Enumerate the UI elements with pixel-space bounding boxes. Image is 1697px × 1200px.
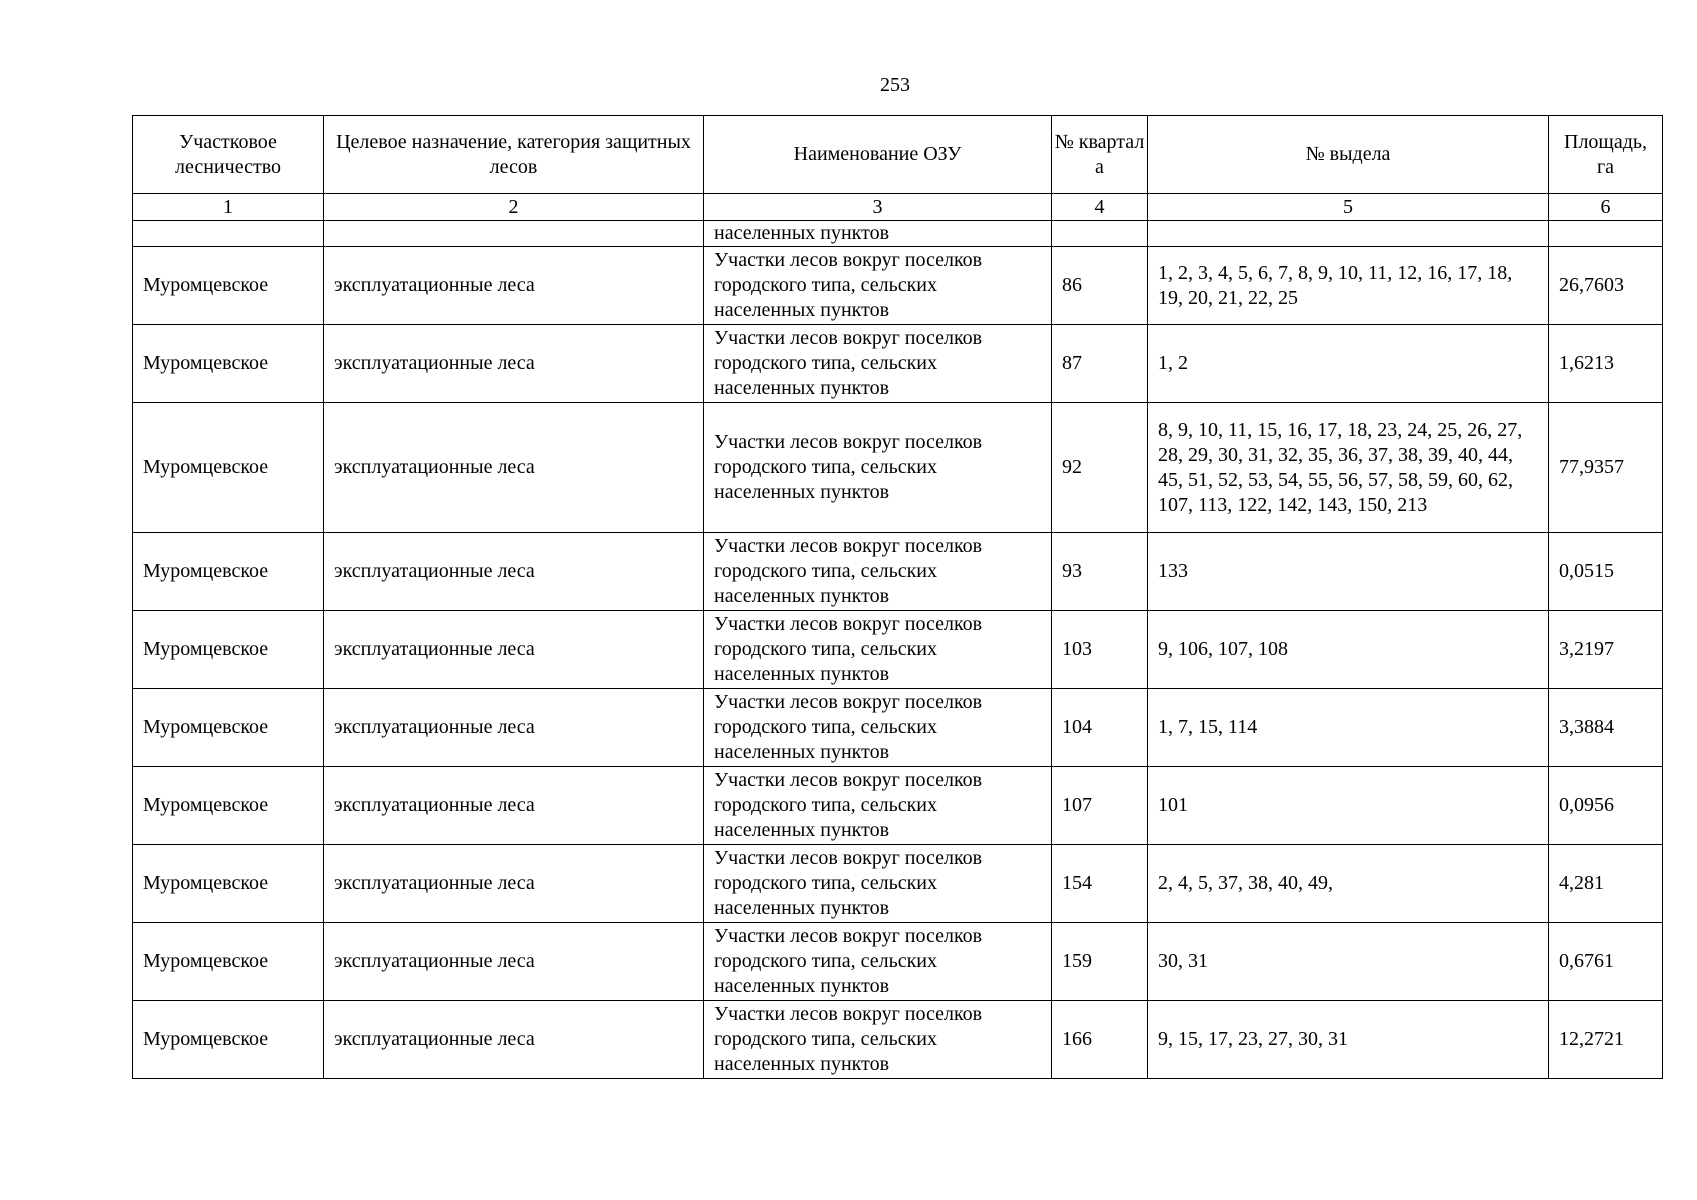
column-number: 6 [1549, 194, 1663, 221]
cell-plots: 1, 2 [1148, 325, 1549, 403]
cell-ozu-name: Участки лесов вокруг поселков городского типа, сельских населенных пунктов [704, 247, 1052, 325]
cell-ozu-name: Участки лесов вокруг поселков городского типа, сельских населенных пунктов [704, 325, 1052, 403]
header-forestry: Участковое лесничество [133, 116, 324, 194]
cell-ozu-name: Участки лесов вокруг поселков городского типа, сельских населенных пунктов [704, 767, 1052, 845]
cell-purpose [324, 221, 704, 247]
cell-quarter: 87 [1052, 325, 1148, 403]
cell-purpose: эксплуатационные леса [324, 247, 704, 325]
cell-forestry: Муромцевское [133, 247, 324, 325]
column-number: 3 [704, 194, 1052, 221]
cell-area [1549, 221, 1663, 247]
cell-ozu-name: Участки лесов вокруг поселков городского типа, сельских населенных пунктов [704, 533, 1052, 611]
cell-plots: 9, 106, 107, 108 [1148, 611, 1549, 689]
cell-forestry: Муромцевское [133, 689, 324, 767]
cell-quarter: 107 [1052, 767, 1148, 845]
cell-ozu-name: Участки лесов вокруг поселков городского типа, сельских населенных пунктов [704, 403, 1052, 533]
cell-area: 0,0956 [1549, 767, 1663, 845]
table-row [133, 689, 1663, 767]
cell-plots: 30, 31 [1148, 923, 1549, 1001]
cell-ozu-name: Участки лесов вокруг поселков городского типа, сельских населенных пунктов [704, 611, 1052, 689]
cell-purpose: эксплуатационные леса [324, 403, 704, 533]
table-row [133, 1001, 1663, 1079]
column-number: 2 [324, 194, 704, 221]
cell-purpose: эксплуатационные леса [324, 1001, 704, 1079]
cell-forestry: Муромцевское [133, 1001, 324, 1079]
cell-purpose: эксплуатационные леса [324, 533, 704, 611]
cell-forestry [133, 221, 324, 247]
cell-forestry: Муромцевское [133, 611, 324, 689]
cell-ozu-name: населенных пунктов [704, 221, 1052, 247]
cell-area: 12,2721 [1549, 1001, 1663, 1079]
table-row [133, 247, 1663, 325]
cell-area: 4,281 [1549, 845, 1663, 923]
table-header-row [133, 116, 1663, 194]
cell-plots: 2, 4, 5, 37, 38, 40, 49, [1148, 845, 1549, 923]
cell-quarter: 103 [1052, 611, 1148, 689]
cell-plots: 101 [1148, 767, 1549, 845]
cell-quarter: 86 [1052, 247, 1148, 325]
cell-forestry: Муромцевское [133, 845, 324, 923]
cell-quarter: 154 [1052, 845, 1148, 923]
cell-ozu-name: Участки лесов вокруг поселков городского типа, сельских населенных пунктов [704, 1001, 1052, 1079]
cell-ozu-name: Участки лесов вокруг поселков городского типа, сельских населенных пунктов [704, 845, 1052, 923]
cell-forestry: Муромцевское [133, 923, 324, 1001]
cell-area: 3,2197 [1549, 611, 1663, 689]
column-number: 5 [1148, 194, 1549, 221]
cell-forestry: Муромцевское [133, 767, 324, 845]
cell-quarter: 104 [1052, 689, 1148, 767]
cell-forestry: Муромцевское [133, 325, 324, 403]
cell-quarter: 93 [1052, 533, 1148, 611]
cell-quarter: 92 [1052, 403, 1148, 533]
cell-area: 3,3884 [1549, 689, 1663, 767]
header-plots: № выдела [1148, 116, 1549, 194]
column-number-row [133, 194, 1663, 221]
cell-plots: 9, 15, 17, 23, 27, 30, 31 [1148, 1001, 1549, 1079]
cell-plots: 8, 9, 10, 11, 15, 16, 17, 18, 23, 24, 25, 26, 27, 28, 29, 30, 31, 32, 35, 36, 37, 38, 39, 40, 44, 45, 51, 52, 53, 54, 55, 56, 57, 58, 59, 60, 62, 107, 113, 122, 142, 143, 150, 213 [1148, 403, 1549, 533]
continuation-row [133, 221, 1663, 247]
cell-area: 77,9357 [1549, 403, 1663, 533]
header-area: Площадь, га [1549, 116, 1663, 194]
cell-quarter [1052, 221, 1148, 247]
cell-purpose: эксплуатационные леса [324, 325, 704, 403]
table-row [133, 533, 1663, 611]
cell-area: 26,7603 [1549, 247, 1663, 325]
table-row [133, 403, 1663, 533]
table-row [133, 923, 1663, 1001]
forest-plots-table [132, 115, 1663, 1079]
cell-plots: 1, 7, 15, 114 [1148, 689, 1549, 767]
table-row [133, 611, 1663, 689]
cell-quarter: 159 [1052, 923, 1148, 1001]
cell-purpose: эксплуатационные леса [324, 689, 704, 767]
cell-purpose: эксплуатационные леса [324, 923, 704, 1001]
cell-purpose: эксплуатационные леса [324, 767, 704, 845]
column-number: 1 [133, 194, 324, 221]
cell-forestry: Муромцевское [133, 403, 324, 533]
cell-quarter: 166 [1052, 1001, 1148, 1079]
cell-ozu-name: Участки лесов вокруг поселков городского типа, сельских населенных пунктов [704, 923, 1052, 1001]
header-quarter: № квартал а [1052, 116, 1148, 194]
cell-purpose: эксплуатационные леса [324, 845, 704, 923]
cell-plots [1148, 221, 1549, 247]
page-number: 253 [880, 74, 910, 96]
cell-forestry: Муромцевское [133, 533, 324, 611]
table-row [133, 325, 1663, 403]
table-row [133, 767, 1663, 845]
header-purpose: Целевое назначение, категория защитных лесов [324, 116, 704, 194]
cell-area: 1,6213 [1549, 325, 1663, 403]
table-row [133, 845, 1663, 923]
header-ozu-name: Наименование ОЗУ [704, 116, 1052, 194]
cell-purpose: эксплуатационные леса [324, 611, 704, 689]
column-number: 4 [1052, 194, 1148, 221]
cell-plots: 1, 2, 3, 4, 5, 6, 7, 8, 9, 10, 11, 12, 16, 17, 18, 19, 20, 21, 22, 25 [1148, 247, 1549, 325]
cell-area: 0,0515 [1549, 533, 1663, 611]
cell-ozu-name: Участки лесов вокруг поселков городского типа, сельских населенных пунктов [704, 689, 1052, 767]
cell-plots: 133 [1148, 533, 1549, 611]
cell-area: 0,6761 [1549, 923, 1663, 1001]
